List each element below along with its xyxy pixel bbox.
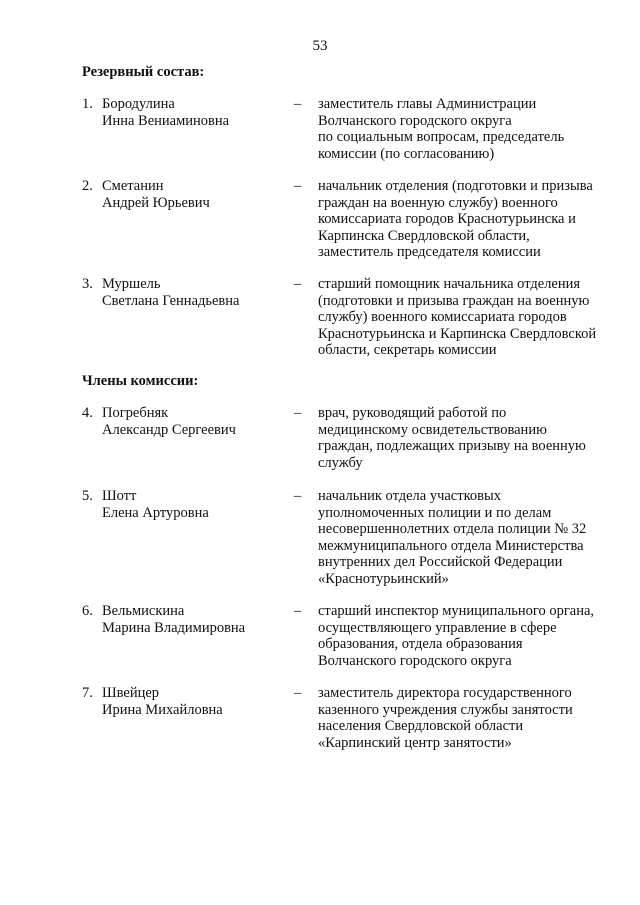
person-name <box>102 178 292 211</box>
description-line: граждан, подлежащих призыву на военную <box>318 438 586 455</box>
description-line: образования, отдела образования <box>318 636 523 653</box>
description-line: межмуниципального отдела Министерства <box>318 537 584 554</box>
description-line: области, секретарь комиссии <box>318 342 497 359</box>
person-surname: Погребняк <box>102 405 169 421</box>
position-description <box>318 603 617 669</box>
description-line: заместитель председателя комиссии <box>318 244 541 261</box>
person-surname: Вельмискина <box>102 603 185 619</box>
description-line: казенного учреждения службы занятости <box>318 701 573 718</box>
person-given-name: Елена Артуровна <box>102 504 209 521</box>
item-number: 6. <box>82 603 93 619</box>
description-line: начальник отделения (подготовки и призыва <box>318 178 593 194</box>
item-number: 1. <box>82 96 93 112</box>
description-line: Волчанского городского округа <box>318 112 512 129</box>
person-surname: Муршель <box>102 276 161 292</box>
person-name <box>102 603 292 636</box>
person-name <box>102 488 292 521</box>
item-number: 4. <box>82 405 93 421</box>
person-given-name: Марина Владимировна <box>102 619 246 636</box>
person-given-name: Инна Вениаминовна <box>102 112 230 129</box>
description-line: Краснотурьинска и Карпинска Свердловской <box>318 325 597 342</box>
description-line: «Краснотурьинский» <box>318 570 449 587</box>
description-line: врач, руководящий работой по <box>318 405 507 421</box>
dash-separator: – <box>294 178 302 194</box>
description-line: службу <box>318 454 363 471</box>
item-number: 2. <box>82 178 93 194</box>
description-line: старший инспектор муниципального органа, <box>318 603 595 619</box>
person-surname: Сметанин <box>102 178 164 194</box>
description-line: граждан на военную службу) военного <box>318 194 558 211</box>
description-line: «Карпинский центр занятости» <box>318 734 512 751</box>
item-number: 5. <box>82 488 93 504</box>
person-surname: Шотт <box>102 488 137 504</box>
description-line: заместитель директора государственного <box>318 685 572 701</box>
position-description <box>318 96 617 162</box>
description-line: осуществляющего управление в сфере <box>318 619 557 636</box>
description-line: внутренних дел Российской Федерации <box>318 554 563 571</box>
position-description <box>318 488 617 588</box>
position-description <box>318 685 617 751</box>
dash-separator: – <box>294 603 302 619</box>
person-name <box>102 405 292 438</box>
dash-separator: – <box>294 685 302 701</box>
description-line: по социальным вопросам, председатель <box>318 129 565 146</box>
person-given-name: Светлана Геннадьевна <box>102 292 240 309</box>
description-line: службу) военного комиссариата городов <box>318 309 567 326</box>
section-heading-reserve: Резервный состав: <box>82 64 205 80</box>
person-given-name: Александр Сергеевич <box>102 421 236 438</box>
dash-separator: – <box>294 276 302 292</box>
dash-separator: – <box>294 405 302 421</box>
description-line: медицинскому освидетельствованию <box>318 421 547 438</box>
page-number: 53 <box>312 38 328 54</box>
position-description <box>318 405 617 471</box>
person-name <box>102 276 292 309</box>
position-description <box>318 178 617 261</box>
position-description <box>318 276 617 359</box>
person-name <box>102 96 292 129</box>
description-line: Волчанского городского округа <box>318 652 512 669</box>
description-line: старший помощник начальника отделения <box>318 276 581 292</box>
description-line: населения Свердловской области <box>318 718 524 735</box>
description-line: (подготовки и призыва граждан на военную <box>318 292 590 309</box>
description-line: заместитель главы Администрации <box>318 96 537 112</box>
description-line: уполномоченных полиции и по делам <box>318 504 552 521</box>
description-line: начальник отдела участковых <box>318 488 501 504</box>
person-name <box>102 685 292 718</box>
description-line: несовершеннолетних отдела полиции № 32 <box>318 521 587 538</box>
person-given-name: Андрей Юрьевич <box>102 194 210 211</box>
dash-separator: – <box>294 488 302 504</box>
person-given-name: Ирина Михайловна <box>102 701 223 718</box>
dash-separator: – <box>294 96 302 112</box>
description-line: комиссии (по согласованию) <box>318 145 495 162</box>
description-line: Карпинска Свердловской области, <box>318 227 530 244</box>
person-surname: Швейцер <box>102 685 160 701</box>
item-number: 3. <box>82 276 93 292</box>
section-heading-members: Члены комиссии: <box>82 373 199 389</box>
person-surname: Бородулина <box>102 96 175 112</box>
description-line: комиссариата городов Краснотурьинска и <box>318 211 576 228</box>
item-number: 7. <box>82 685 93 701</box>
